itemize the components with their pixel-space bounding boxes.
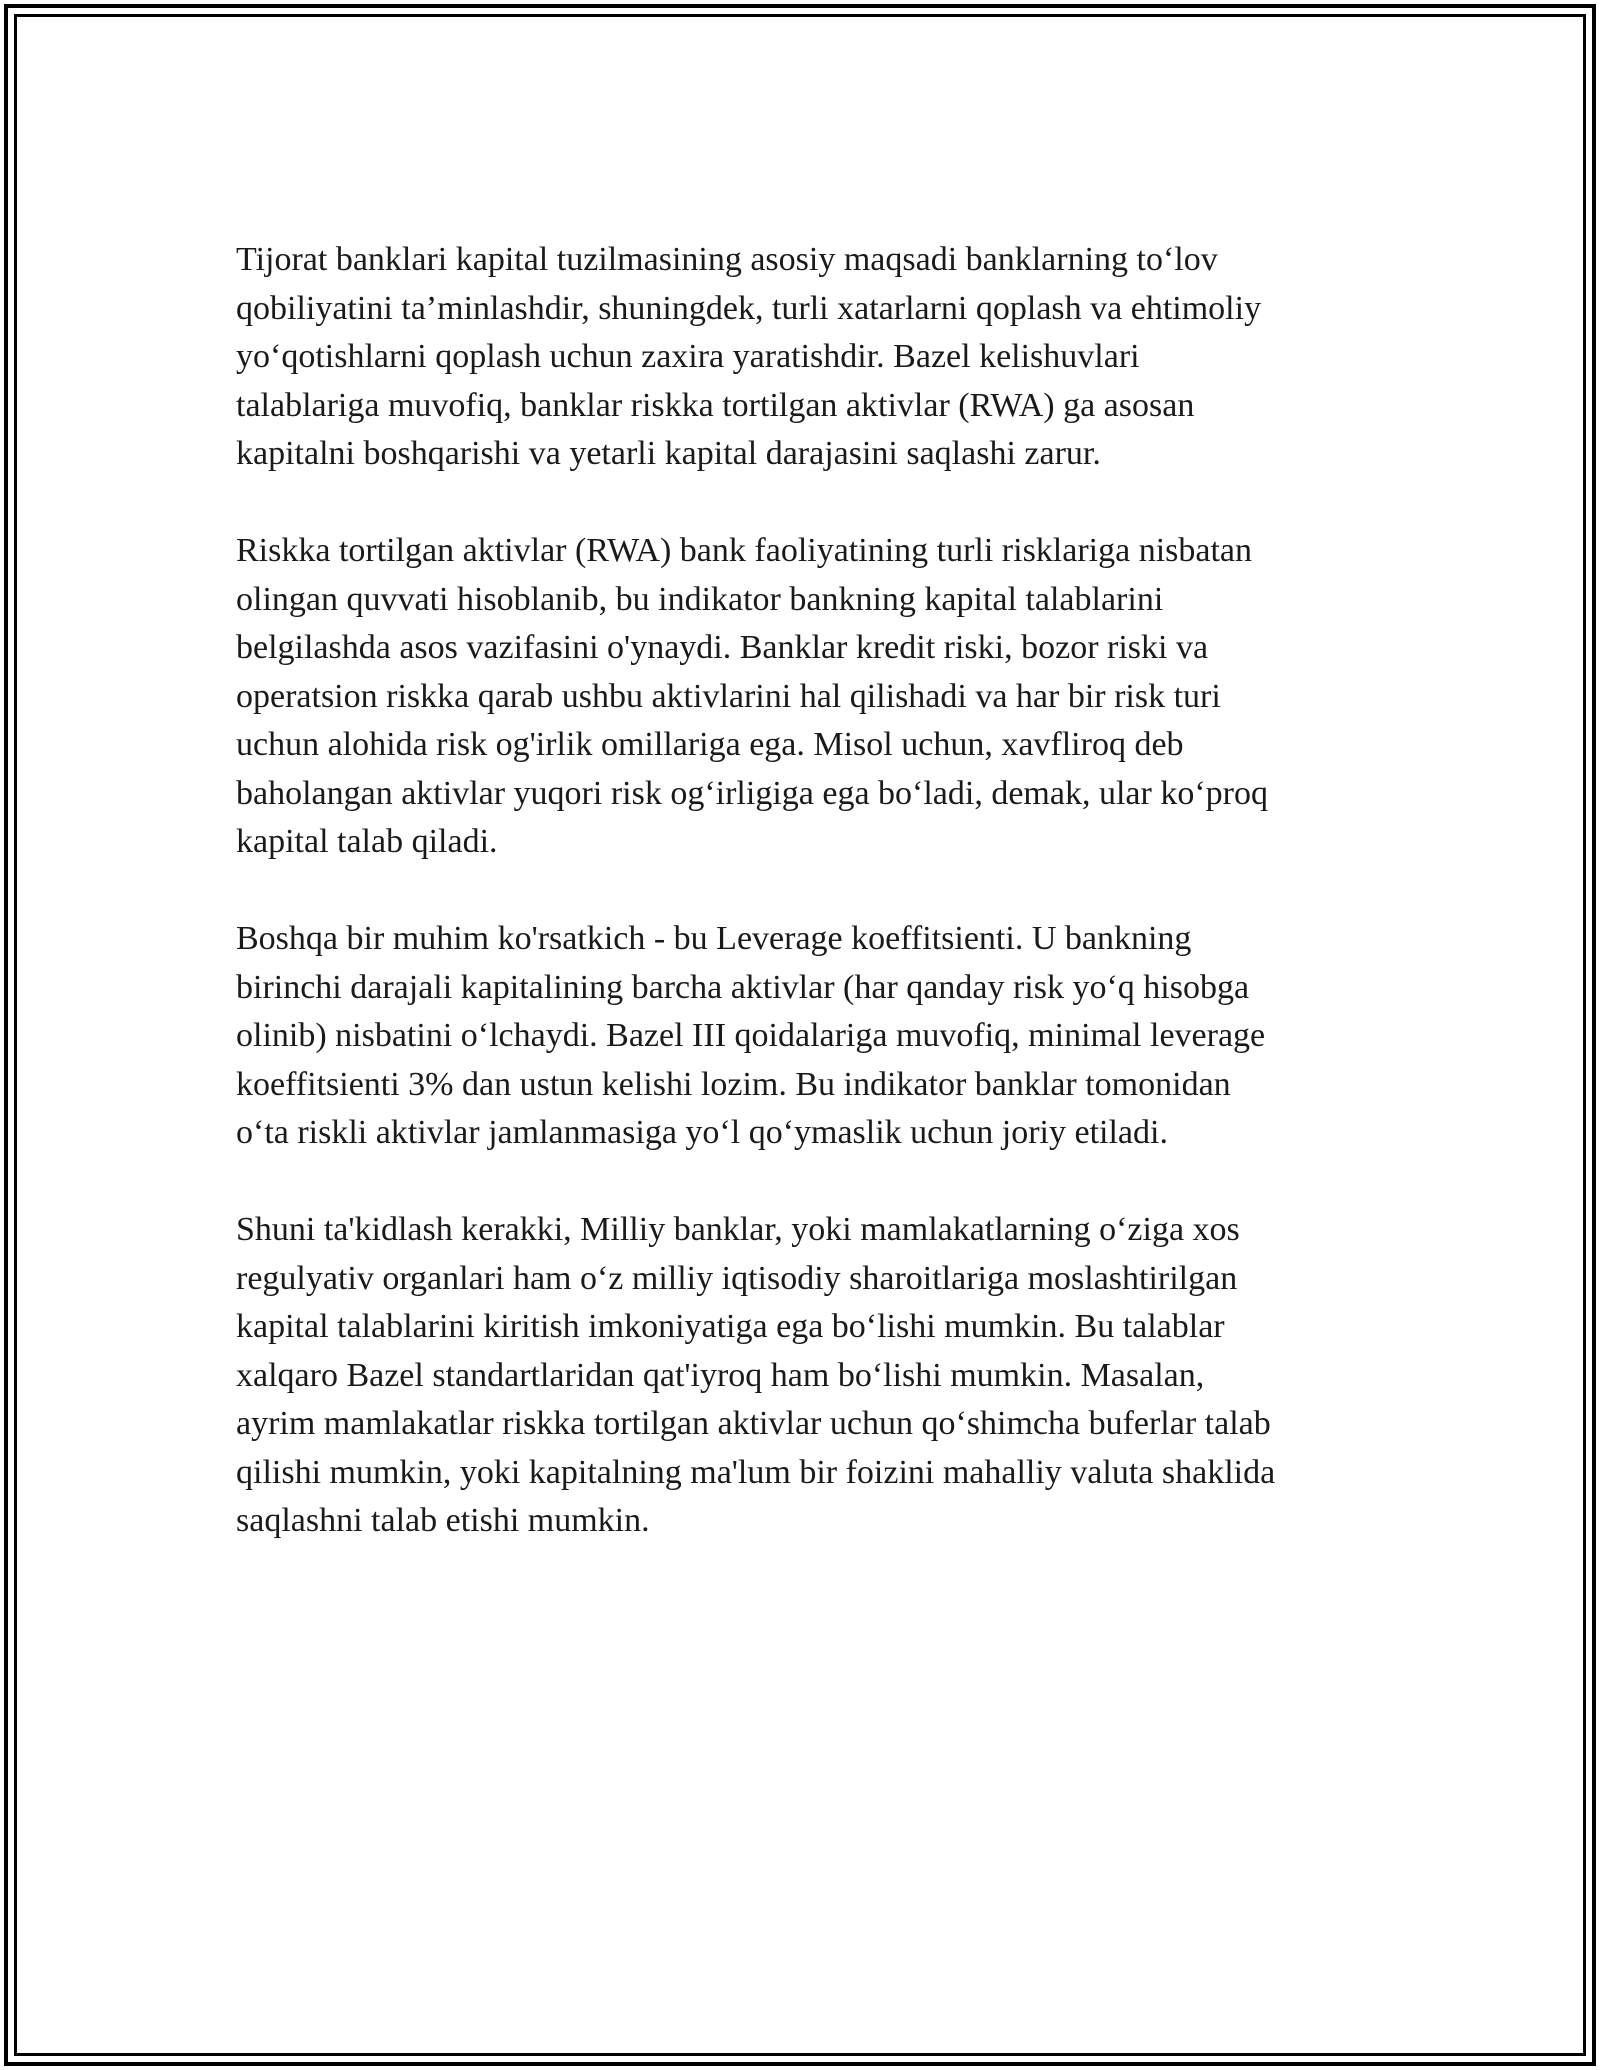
paragraph-national-requirements: Shuni ta'kidlash kerakki, Milliy banklar, yoki mamlakatlarning o‘ziga xos regulyativ organlari ham o‘z milliy iqtisodiy sharoitlariga moslashtirilgan kapital talablarini kiritish imkoniyatiga ega bo‘lishi mumkin. Bu talablar xalqaro Bazel standartlaridan qat'iyroq ham bo‘lishi mumkin. Masalan, ayrim mamlakatlar riskka tortilgan aktivlar uchun qo‘shimcha buferlar talab qilishi mumkin, yoki kapitalning ma'lum bir foizini mahalliy valuta shaklida saqlashni talab etishi mumkin. [236, 1211, 1276, 1539]
paragraph-capital-structure: Tijorat banklari kapital tuzilmasining asosiy maqsadi banklarning to‘lov qobiliyatini ta’minlashdir, shuningdek, turli xatarlarni qoplash va ehtimoliy yo‘qotishlarni qoplash uchun zaxira yaratishdir. Bazel kelishuvlari talablariga muvofiq, banklar riskka tortilgan aktivlar (RWA) ga asosan kapitalni boshqarishi va yetarli kapital darajasini saqlashi zarur. [236, 241, 1262, 472]
document-body [236, 236, 1366, 1594]
paragraph-leverage-ratio: Boshqa bir muhim ko'rsatkich - bu Leverage koeffitsienti. U bankning birinchi darajali kapitalining barcha aktivlar (har qanday risk yo‘q hisobga olinib) nisbatini o‘lchaydi. Bazel III qoidalariga muvofiq, minimal leverage koeffitsienti 3% dan ustun kelishi lozim. Bu indikator banklar tomonidan o‘ta riskli aktivlar jamlanmasiga yo‘l qo‘ymaslik uchun joriy etiladi. [236, 920, 1266, 1151]
paragraph-risk-weighted-assets: Riskka tortilgan aktivlar (RWA) bank faoliyatining turli risklariga nisbatan olingan quvvati hisoblanib, bu indikator bankning kapital talablarini belgilashda asos vazifasini o'ynaydi. Banklar kredit riski, bozor riski va operatsion riskka qarab ushbu aktivlarini hal qilishadi va har bir risk turi uchun alohida risk og'irlik omillariga ega. Misol uchun, xavfliroq deb baholangan aktivlar yuqori risk og‘irligiga ega bo‘ladi, demak, ular ko‘proq kapital talab qiladi. [236, 532, 1268, 860]
